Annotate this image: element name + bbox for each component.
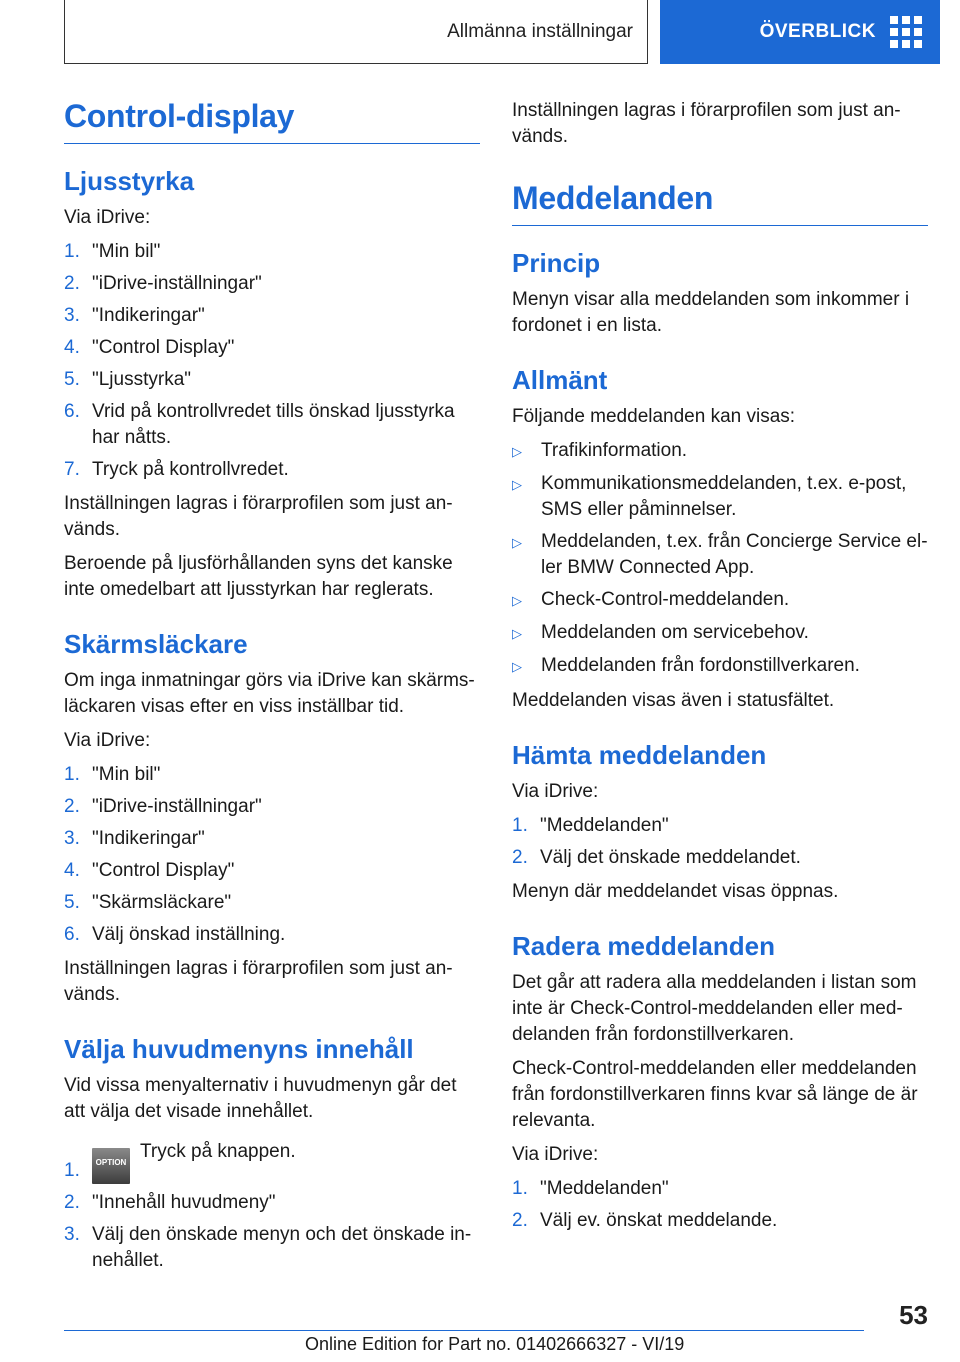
triangle-bullet-icon: ▷ xyxy=(512,535,522,550)
list-item: 2. Välj ev. önskat meddelande. xyxy=(512,1210,778,1231)
body-text: Inställningen lagras i förarprofilen som just an-vänds. xyxy=(64,958,453,1005)
overview-label: ÖVERBLICK xyxy=(759,21,876,42)
page-title: Control-display xyxy=(64,98,480,144)
footer-divider xyxy=(64,1330,864,1331)
list-item: 1. "Meddelanden" xyxy=(512,1178,669,1199)
header-section-tab[interactable] xyxy=(64,0,648,64)
list-item: ▷ Kommunikationsmeddelanden, t.ex. e-post, SMS eller påminnelser. xyxy=(512,471,928,523)
list-item: 2. "iDrive-inställningar" xyxy=(64,273,262,294)
general-section xyxy=(512,365,928,714)
body-text: Menyn där meddelandet visas öppnas. xyxy=(512,881,839,902)
screensaver-steps xyxy=(64,762,480,948)
list-item: 2. "Innehåll huvudmeny" xyxy=(64,1192,276,1213)
list-item: ▷ Meddelanden, t.ex. från Concierge Service el-ler BMW Connected App. xyxy=(512,529,928,581)
list-item: 6. Välj önskad inställning. xyxy=(64,924,286,945)
screensaver-section xyxy=(64,629,480,1008)
list-item: ▷ Trafikinformation. xyxy=(512,438,928,465)
list-item: 4. "Control Display" xyxy=(64,337,235,358)
overview-button[interactable] xyxy=(660,0,940,64)
list-item: 6. Vrid på kontrollvredet tills önskad ljusstyrka har nåtts. xyxy=(64,401,455,448)
fetch-steps xyxy=(512,813,928,871)
mainmenu-steps xyxy=(64,1139,480,1274)
body-text: Om inga inmatningar görs via iDrive kan skärms-läckaren visas efter en viss inställbar tid. xyxy=(64,670,475,717)
left-column xyxy=(64,98,480,1300)
screensaver-heading: Skärmsläckare xyxy=(64,629,248,659)
via-idrive: Via iDrive: xyxy=(512,1144,599,1165)
body-text: Inställningen lagras i förarprofilen som just an-vänds. xyxy=(512,100,901,147)
header-section-label: Allmänna inställningar xyxy=(447,20,633,42)
list-item: ▷ Meddelanden från fordonstillverkaren. xyxy=(512,653,928,680)
list-item: 1. OPTIONTryck på knappen. xyxy=(64,1139,480,1184)
fetch-heading: Hämta meddelanden xyxy=(512,740,767,770)
via-idrive: Via iDrive: xyxy=(64,207,151,228)
body-text: Det går att radera alla meddelanden i listan som inte är Check-Control-meddelanden eller med-delanden från fordonstillverkaren. xyxy=(512,972,917,1045)
principle-section xyxy=(512,248,928,339)
list-item: 1. "Min bil" xyxy=(64,764,161,785)
delete-section xyxy=(512,931,928,1234)
list-item: 7. Tryck på kontrollvredet. xyxy=(64,459,289,480)
list-item: 5. "Skärmsläckare" xyxy=(64,892,232,913)
list-item: 4. "Control Display" xyxy=(64,860,235,881)
triangle-bullet-icon: ▷ xyxy=(512,626,522,641)
page-number: 53 xyxy=(899,1300,928,1330)
body-text: Vid vissa menyalternativ i huvudmenyn går det att välja det visade innehållet. xyxy=(64,1075,457,1122)
delete-heading: Radera meddelanden xyxy=(512,931,775,961)
grid-icon xyxy=(890,16,922,48)
messages-title: Meddelanden xyxy=(512,180,928,226)
body-text: Följande meddelanden kan visas: xyxy=(512,406,796,427)
body-text: Check-Control-meddelanden eller meddelanden från fordonstillverkaren finns kvar så länge de är relevanta. xyxy=(512,1058,918,1131)
list-item: 2. Välj det önskade meddelandet. xyxy=(512,847,801,868)
brightness-steps xyxy=(64,239,480,483)
body-text: Beroende på ljusförhållanden syns det kanske inte omedelbart att ljusstyrkan har reglerats. xyxy=(64,553,453,600)
option-button-icon: OPTION xyxy=(92,1148,130,1184)
footer-edition: Online Edition for Part no. 01402666327 - VI/19 xyxy=(305,1334,685,1354)
body-text: Meddelanden visas även i statusfältet. xyxy=(512,690,835,711)
list-item: 3. Välj den önskade menyn och det önskade in-nehållet. xyxy=(64,1224,472,1271)
mainmenu-section xyxy=(64,1034,480,1274)
body-text: Inställningen lagras i förarprofilen som just an-vänds. xyxy=(64,493,453,540)
right-column xyxy=(512,98,928,1260)
list-item: ▷ Check-Control-meddelanden. xyxy=(512,587,928,614)
triangle-bullet-icon: ▷ xyxy=(512,477,522,492)
list-item: 2. "iDrive-inställningar" xyxy=(64,796,262,817)
delete-steps xyxy=(512,1176,928,1234)
list-item: ▷ Meddelanden om servicebehov. xyxy=(512,620,928,647)
list-item: 3. "Indikeringar" xyxy=(64,305,205,326)
principle-heading: Princip xyxy=(512,248,601,278)
via-idrive: Via iDrive: xyxy=(512,781,599,802)
general-heading: Allmänt xyxy=(512,365,608,395)
brightness-section xyxy=(64,166,480,603)
list-item: 5. "Ljusstyrka" xyxy=(64,369,192,390)
body-text: Menyn visar alla meddelanden som inkommer i fordonet i en lista. xyxy=(512,289,910,336)
triangle-bullet-icon: ▷ xyxy=(512,444,522,459)
triangle-bullet-icon: ▷ xyxy=(512,593,522,608)
brightness-heading: Ljusstyrka xyxy=(64,166,195,196)
list-item: 1. "Min bil" xyxy=(64,241,161,262)
fetch-section xyxy=(512,740,928,905)
mainmenu-heading: Välja huvudmenyns innehåll xyxy=(64,1034,414,1064)
triangle-bullet-icon: ▷ xyxy=(512,659,522,674)
via-idrive: Via iDrive: xyxy=(64,730,151,751)
list-item: 3. "Indikeringar" xyxy=(64,828,205,849)
list-item: 1. "Meddelanden" xyxy=(512,815,669,836)
message-types-list xyxy=(512,438,928,680)
